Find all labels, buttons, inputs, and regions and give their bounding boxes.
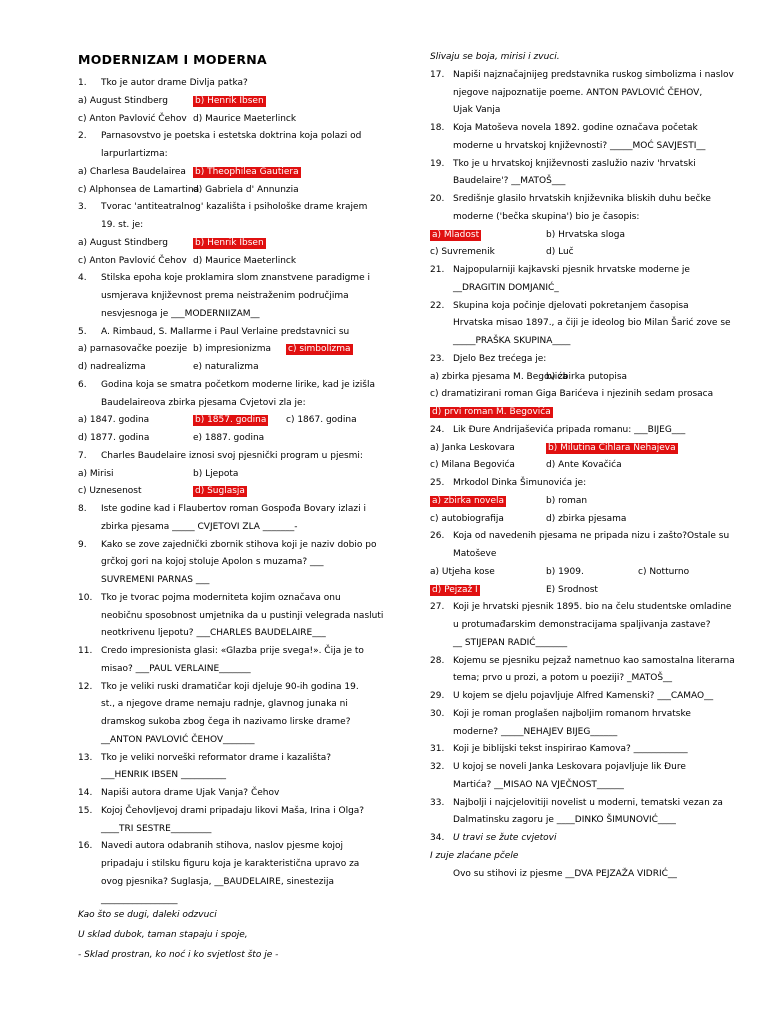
- question-text: _____PRAŠKA SKUPINA____: [453, 336, 571, 346]
- question-text: Charles Baudelaire iznosi svoj pjesnički program u pjesmi:: [101, 450, 363, 461]
- question-text: __ STIJEPAN RADIĆ_______: [453, 637, 568, 648]
- question-text: Kako se zove zajednički zbornik stihova koji je naziv dobio po: [101, 539, 377, 550]
- question-number: 8.: [78, 504, 87, 514]
- question-number: 28.: [430, 655, 445, 666]
- question-number: 12.: [78, 681, 93, 692]
- poem-line: Kao što se dugi, daleki odzvuci: [78, 910, 217, 920]
- answer-option: e) naturalizma: [193, 362, 259, 372]
- question-text: Napiši autora drame Ujak Vanja? Čehov: [101, 788, 280, 798]
- question-number: 32.: [430, 762, 445, 772]
- question-text: U kojoj se noveli Janka Leskovara pojavljuje lik Đure: [453, 762, 686, 772]
- answer-option: b) Henrik Ibsen: [195, 95, 264, 106]
- answer-option: a) Charlesa Baudelairea: [78, 166, 186, 177]
- question-text: u protumađarskim demonstracijama spaljivanja zastave?: [453, 620, 711, 630]
- question-text: Matoševe: [453, 549, 497, 559]
- answer-option: a) zbirka novela: [432, 495, 505, 506]
- question-text: Stilska epoha koje proklamira slom znanstvene paradigme i: [101, 273, 370, 284]
- question-text: zbirka pjesama _____ CVJETOVI ZLA _______-: [101, 521, 298, 532]
- question-text: Skupina koja počinje djelovati pokretanjem časopisa: [453, 300, 689, 311]
- question-text: Tvorac 'antiteatralnog' kazališta i psihološke drame krajem: [101, 202, 368, 213]
- question-number: 5.: [78, 326, 87, 337]
- answer-option: d) Gabriela d' Annunzia: [193, 184, 299, 195]
- question-text: grčkoj gori na kojoj stoluje Apolon s muzama? ___: [101, 557, 324, 568]
- question-number: 10.: [78, 592, 93, 603]
- question-text: njegove najpoznatije poeme. ANTON PAVLOVIĆ ČEHOV,: [453, 87, 703, 98]
- question-number: 7.: [78, 450, 87, 461]
- question-text: Središnje glasilo hrvatskih književnika bliskih duhu bečke: [453, 194, 711, 204]
- question-text: Navedi autora odabranih stihova, naslov pjesme kojoj: [101, 841, 344, 852]
- question-number: 30.: [430, 708, 445, 719]
- answer-option: b) Ljepota: [193, 468, 239, 479]
- question-text: Napiši najznačajnijeg predstavnika ruskog simbolizma i naslov: [453, 69, 734, 80]
- question-number: 31.: [430, 744, 445, 755]
- answer-option: c) Anton Pavlović Čehov: [78, 255, 187, 266]
- question-text: Tko je u hrvatskoj književnosti zaslužio naziv 'hrvatski: [453, 158, 696, 169]
- question-text: Baudelaireova zbirka pjesama Cvjetovi zla je:: [101, 397, 306, 408]
- question-text: Godina koja se smatra početkom moderne lirike, kad je izišla: [101, 379, 375, 390]
- question-text: __DRAGITIN DOMJANIĆ_: [453, 282, 559, 293]
- answer-option: c) Uznesenost: [78, 486, 142, 497]
- question-text: nesvjesnoga je ___MODERNIIZAM__: [101, 308, 260, 319]
- answer-option: c) Milana Begovića: [430, 460, 515, 471]
- question-text: __ANTON PAVLOVIĆ ČEHOV_______: [101, 734, 255, 745]
- question-text: Najbolji i najcjelovitiji novelist u moderni, tematski vezan za: [453, 797, 723, 808]
- question-text: U travi se žute cvjetovi: [453, 833, 557, 843]
- question-text: Ujak Vanja: [453, 105, 501, 116]
- answer-option: a) parnasovačke poezije: [78, 344, 188, 355]
- question-number: 19.: [430, 158, 445, 169]
- question-text: moderne ('bečka skupina') bio je časopis:: [453, 211, 640, 222]
- answer-option: d) Ante Kovačića: [546, 460, 622, 471]
- question-text: Iste godine kad i Flaubertov roman Gospođa Bovary izlazi i: [101, 504, 366, 514]
- question-text: moderne? _____NEHAJEV BIJEG______: [453, 726, 618, 737]
- answer-option: b) zbirka putopisa: [546, 371, 628, 382]
- question-number: 22.: [430, 300, 445, 311]
- question-text: ___HENRIK IBSEN __________: [101, 770, 227, 781]
- answer-option: a) 1847. godina: [78, 415, 150, 426]
- question-number: 15.: [78, 805, 93, 816]
- answer-option: d) 1877. godina: [78, 433, 150, 443]
- answer-option: d) Maurice Maeterlinck: [193, 255, 297, 266]
- answer-option: a) Mladost: [432, 229, 480, 240]
- answer-option: c) Alphonsea de Lamartina: [78, 184, 200, 195]
- question-text: A. Rimbaud, S. Mallarme i Paul Verlaine predstavnici su: [101, 326, 350, 337]
- poem-line: U sklad dubok, taman stapaju i spoje,: [78, 930, 248, 940]
- question-number: 18.: [430, 123, 445, 133]
- answer-option: b) Milutina Cihlara Nehajeva: [548, 442, 676, 453]
- question-text: Hrvatska misao 1897., a čiji je ideolog bio Milan Šarić zove se: [453, 318, 731, 329]
- question-number: 11.: [78, 646, 93, 656]
- question-text: Tko je autor drame Divlja patka?: [101, 78, 248, 88]
- question-text: Lik Đure Andrijaševića pripada romanu: ___BIJEG___: [453, 424, 686, 435]
- answer-option: b) 1909.: [546, 566, 584, 577]
- question-text: st., a njegove drame nemaju radnje, glavnog junaka ni: [101, 699, 348, 710]
- question-text: Credo impresionista glasi: «Glazba prije svega!». Čija je to: [101, 646, 364, 656]
- question-number: 21.: [430, 265, 445, 275]
- question-number: 14.: [78, 788, 93, 798]
- question-number: 25.: [430, 478, 445, 488]
- answer-option: c) simbolizma: [288, 344, 351, 355]
- question-number: 27.: [430, 602, 445, 613]
- question-number: 4.: [78, 273, 87, 284]
- question-text: Koji je biblijski tekst inspirirao Kamova? ____________: [453, 744, 688, 755]
- answer-option: b) Hrvatska sloga: [546, 229, 625, 240]
- answer-option: a) Mirisi: [78, 468, 114, 479]
- question-text: Koji je hrvatski pjesnik 1895. bio na čelu studentske omladine: [453, 602, 732, 613]
- question-text: Parnasovstvo je poetska i estetska doktrina koja polazi od: [101, 131, 362, 142]
- answer-option: b) Henrik Ibsen: [195, 237, 264, 248]
- answer-option: d) Suglasja: [195, 486, 245, 497]
- question-text: Djelo Bez trećega je:: [453, 353, 547, 364]
- question-number: 9.: [78, 539, 87, 550]
- answer-option: a) August Stindberg: [78, 237, 168, 248]
- answer-option: c) Anton Pavlović Čehov: [78, 113, 187, 124]
- answer-option: d) zbirka pjesama: [546, 513, 627, 524]
- question-text: pripadaju i stilsku figuru koja je karakteristična upravo za: [101, 859, 360, 869]
- question-number: 17.: [430, 69, 445, 80]
- answer-option: e) 1887. godina: [193, 433, 265, 443]
- question-number: 34.: [430, 833, 445, 843]
- question-text: tema; prvo u prozi, a potom u poeziji? _MATOŠ__: [453, 673, 673, 684]
- answer-option: d) Luč: [546, 247, 574, 258]
- answer-option: c) Notturno: [638, 566, 690, 577]
- question-text: SUVREMENI PARNAS ___: [101, 575, 210, 585]
- answer-option: E) Srodnost: [546, 584, 598, 595]
- question-text: Mrkodol Dinka Šimunovića je:: [453, 478, 587, 488]
- question-number: 6.: [78, 379, 87, 390]
- question-text: Baudelaire'? __MATOŠ___: [453, 176, 566, 187]
- answer-option: b) impresionizma: [193, 344, 272, 355]
- question-number: 33.: [430, 797, 445, 808]
- answer-option: a) Utjeha kose: [430, 566, 495, 577]
- question-text: Tko je veliki norveški reformator drame i kazališta?: [101, 752, 332, 763]
- question-text: Kojemu se pjesniku pejzaž nametnuo kao samostalna literarna: [453, 655, 735, 666]
- answer-option: d) Maurice Maeterlinck: [193, 113, 297, 124]
- poem-line: - Sklad prostran, ko noć i ko svjetlost što je -: [78, 950, 279, 960]
- answer-option: c) 1867. godina: [286, 415, 357, 426]
- answer-option: a) zbirka pjesama M. Begovića: [430, 371, 568, 382]
- question-number: 3.: [78, 202, 87, 213]
- question-text: Dalmatinsku zagoru je ____DINKO ŠIMUNOVIĆ____: [453, 815, 676, 826]
- question-text: Kojoj Čehovljevoj drami pripadaju likovi Maša, Irina i Olga?: [101, 805, 365, 816]
- question-text: U kojem se djelu pojavljuje Alfred Kamenski? ___CAMAO__: [453, 691, 714, 701]
- question-text: larpurlartizma:: [101, 149, 168, 159]
- answer-option: b) Theophilea Gautiera: [195, 166, 299, 177]
- question-text: 19. st. je:: [101, 220, 144, 230]
- question-text: Tko je tvorac pojma moderniteta kojim označava onu: [101, 592, 341, 603]
- question-text: Koja Matoševa novela 1892. godine označava početak: [453, 123, 698, 133]
- question-text: Koji je roman proglašen najboljim romanom hrvatske: [453, 708, 691, 719]
- question-text: neotkrivenu ljepotu? ___CHARLES BAUDELAIRE___: [101, 628, 326, 639]
- question-text: Najpopularniji kajkavski pjesnik hrvatske moderne je: [453, 265, 690, 275]
- question-text: ovog pjesnika? Suglasja, __BAUDELAIRE, sinestezija: [101, 876, 334, 887]
- answer-option: a) Janka Leskovara: [430, 442, 515, 453]
- answer-option: d) prvi roman M. Begovića: [432, 407, 551, 417]
- question-number: 2.: [78, 131, 87, 142]
- question-number: 23.: [430, 353, 445, 364]
- question-number: 1.: [78, 78, 87, 88]
- question-number: 13.: [78, 752, 93, 763]
- question-text: ____TRI SESTRE_________: [101, 823, 212, 834]
- question-number: 29.: [430, 691, 445, 701]
- question-text: I zuje zlaćane pčele: [430, 850, 519, 861]
- answer-option: d) nadrealizma: [78, 362, 146, 372]
- question-text: Ovo su stihovi iz pjesme __DVA PEJZAŽA VIDRIĆ__: [453, 868, 677, 879]
- question-number: 26.: [430, 531, 445, 542]
- question-text: usmjerava književnost prema neistraženim područjima: [101, 291, 349, 301]
- question-text: dramskog sukoba zbog čega ih nazivamo lirske drame?: [101, 717, 351, 727]
- answer-option: b) roman: [546, 495, 588, 506]
- answer-option: a) August Stindberg: [78, 95, 168, 106]
- question-text: Slivaju se boja, mirisi i zvuci.: [430, 52, 560, 62]
- question-text: misao? ___PAUL VERLAINE_______: [101, 663, 251, 674]
- question-text: _________________: [101, 894, 178, 905]
- answer-option: c) Suvremenik: [430, 247, 495, 258]
- answer-option: c) autobiografija: [430, 513, 504, 524]
- question-text: Martića? __MISAO NA VJEČNOST______: [453, 779, 624, 790]
- question-number: 16.: [78, 841, 93, 852]
- question-text: Koja od navedenih pjesama ne pripada nizu i zašto?Ostale su: [453, 531, 730, 542]
- answer-option: b) 1857. godina: [195, 415, 267, 426]
- page-title: MODERNIZAM I MODERNA: [78, 52, 267, 67]
- question-text: moderne u hrvatskoj književnosti? _____MOĆ SAVJESTI__: [453, 140, 706, 151]
- answer-option: c) dramatizirani roman Giga Barićeva i njezinih sedam prosaca: [430, 389, 714, 400]
- question-number: 24.: [430, 424, 445, 435]
- question-text: Tko je veliki ruski dramatičar koji djeluje 90-ih godina 19.: [101, 681, 359, 692]
- question-number: 20.: [430, 194, 445, 204]
- answer-option: d) Pejzaž I: [432, 584, 478, 595]
- question-text: neobičnu sposobnost umjetnika da u pustinji velegrada nasluti: [101, 610, 384, 621]
